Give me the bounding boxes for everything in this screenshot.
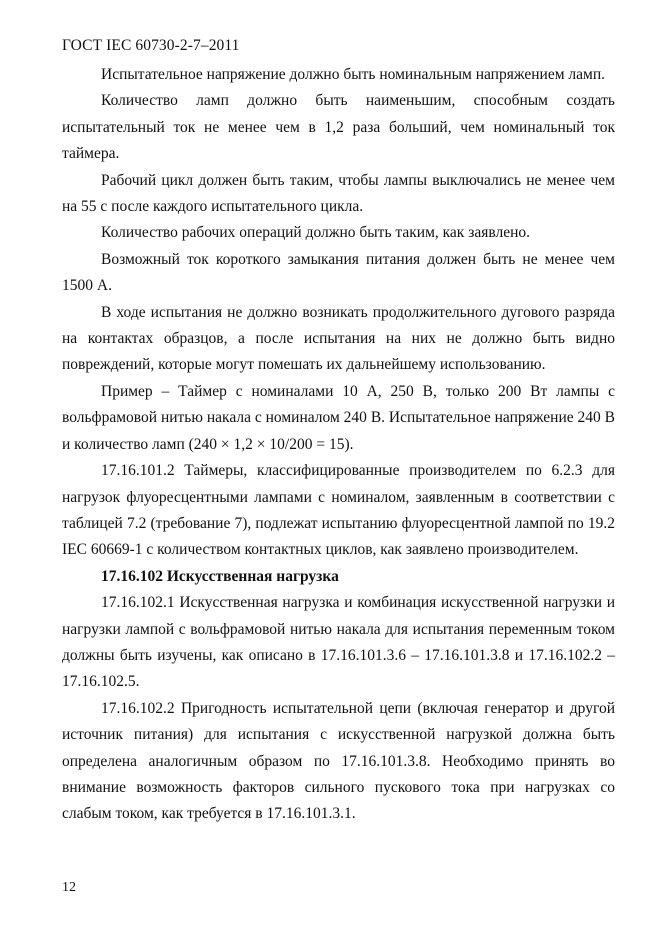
paragraph-clause-17-16-101-2: 17.16.101.2 Таймеры, классифицированные производителем по 6.2.3 для нагрузок флуоресцентными лампами с номиналом, заявленным в соответствии с таблицей 7.2 (требование 7), подлежат испытанию флуоресцентной лампой по 19.2 IEC 60669-1 с количеством контактных циклов, как заявлено производителем. (62, 462, 615, 559)
section-heading-17-16-102: 17.16.102 Искусственная нагрузка (101, 567, 339, 585)
paragraph-clause-17-16-102-1: 17.16.102.1 Искусственная нагрузка и комбинация искусственной нагрузки и нагрузки лампой с вольфрамовой нитью накала для испытания переменным током должны быть изучены, как описано в 17.16.101.3.6 – 17.16.101.3.8 и 17.16.102.2 – 17.16.102.5. (62, 594, 615, 691)
paragraph-operations-count: Количество рабочих операций должно быть таким, как заявлено. (101, 224, 530, 242)
page-number: 12 (62, 880, 76, 895)
paragraph-test-voltage: Испытательное напряжение должно быть номинальным напряжением ламп. (101, 66, 605, 83)
paragraph-arcing-requirement: В ходе испытания не должно возникать продолжительного дугового разряда на контактах образцов, а после испытания на них не должно быть видно повреждений, которые могут помешать их дальнейшему использованию. (62, 303, 615, 374)
standard-header: ГОСТ IEC 60730-2-7–2011 (62, 37, 240, 54)
paragraph-example: Пример – Таймер с номиналами 10 А, 250 В, только 200 Вт лампы с вольфрамовой нитью накала с номиналом 240 В. Испытательное напряжение 240 В и количество ламп (240 × 1,2 × 10/200 = 15). (62, 382, 615, 453)
body-text (62, 62, 615, 828)
paragraph-short-circuit-current: Возможный ток короткого замыкания питания должен быть не менее чем 1500 А. (62, 250, 615, 295)
paragraph-lamp-count: Количество ламп должно быть наименьшим, способным создать испытательный ток не менее чем в 1,2 раза больший, чем номинальный ток таймера. (62, 92, 615, 163)
paragraph-clause-17-16-102-2: 17.16.102.2 Пригодность испытательной цепи (включая генератор и другой источник питания) для испытания с искусственной нагрузкой должна быть определена аналогичным образом по 17.16.101.3.8. Необходимо принять во внимание возможность факторов сильного пускового тока при нагрузках со слабым током, как требуется в 17.16.101.3.1. (62, 699, 615, 823)
paragraph-duty-cycle: Рабочий цикл должен быть таким, чтобы лампы выключались не менее чем на 55 с после каждого испытательного цикла. (62, 171, 615, 216)
